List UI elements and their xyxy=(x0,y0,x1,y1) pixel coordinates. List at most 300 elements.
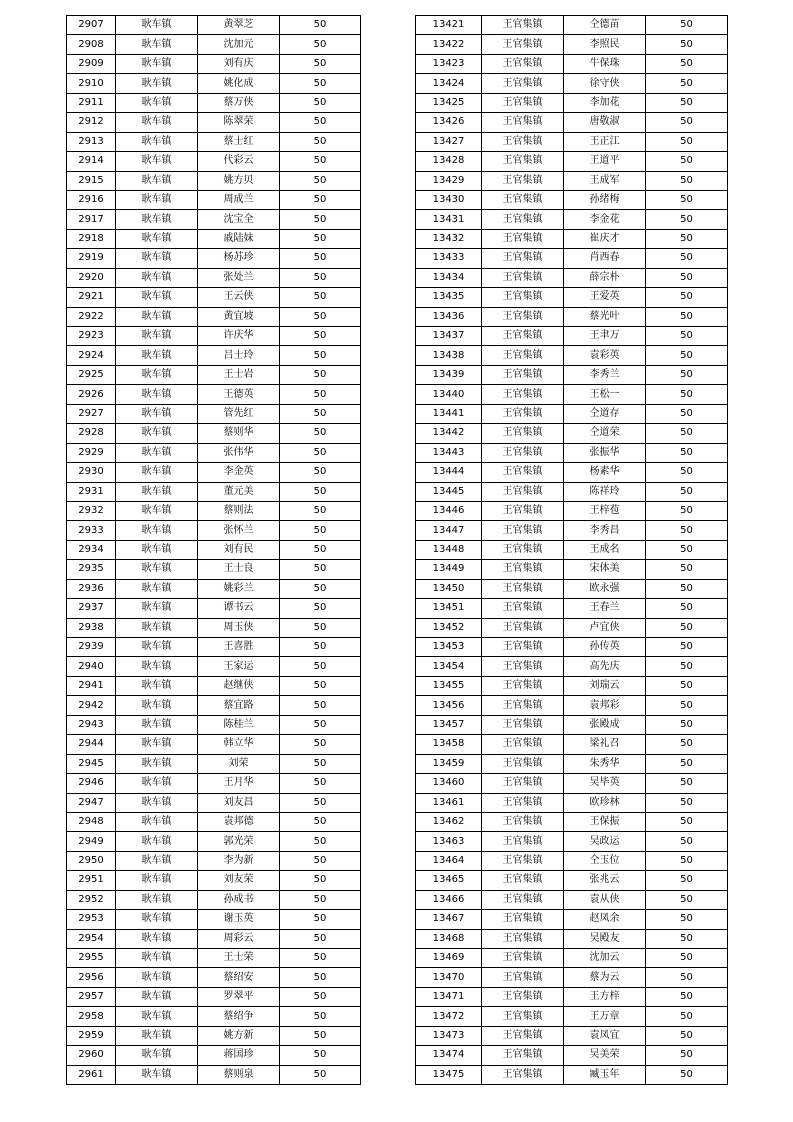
amount-cell: 50 xyxy=(280,793,361,812)
table-row xyxy=(416,968,728,987)
table-row xyxy=(67,793,361,812)
table-row xyxy=(416,1046,728,1065)
table-row xyxy=(416,949,728,968)
name-cell: 周玉侠 xyxy=(198,618,280,637)
amount-cell: 50 xyxy=(646,540,728,559)
town-cell: 耿车镇 xyxy=(116,288,198,307)
town-cell: 王官集镇 xyxy=(482,890,564,909)
name-cell: 吴美荣 xyxy=(564,1046,646,1065)
row-number-cell: 2940 xyxy=(67,657,116,676)
table-row xyxy=(67,540,361,559)
table-row xyxy=(67,676,361,695)
row-number-cell: 2925 xyxy=(67,365,116,384)
town-cell: 耿车镇 xyxy=(116,774,198,793)
row-number-cell: 13446 xyxy=(416,501,482,520)
row-number-cell: 13442 xyxy=(416,424,482,443)
table-row xyxy=(416,676,728,695)
town-cell: 耿车镇 xyxy=(116,307,198,326)
table-row xyxy=(416,365,728,384)
left-table xyxy=(66,15,361,1085)
table-row xyxy=(416,327,728,346)
table-row xyxy=(67,735,361,754)
row-number-cell: 13432 xyxy=(416,229,482,248)
table-row xyxy=(67,346,361,365)
amount-cell: 50 xyxy=(646,1026,728,1045)
name-cell: 黄翠芝 xyxy=(198,16,280,35)
name-cell: 王万章 xyxy=(564,1007,646,1026)
name-cell: 黄宜坡 xyxy=(198,307,280,326)
amount-cell: 50 xyxy=(280,307,361,326)
town-cell: 王官集镇 xyxy=(482,113,564,132)
name-cell: 赵继侠 xyxy=(198,676,280,695)
table-row xyxy=(67,968,361,987)
table-row xyxy=(67,501,361,520)
row-number-cell: 13470 xyxy=(416,968,482,987)
table-row xyxy=(67,599,361,618)
row-number-cell: 2931 xyxy=(67,482,116,501)
row-number-cell: 2908 xyxy=(67,35,116,54)
town-cell: 耿车镇 xyxy=(116,463,198,482)
row-number-cell: 13456 xyxy=(416,696,482,715)
name-cell: 肖西春 xyxy=(564,249,646,268)
amount-cell: 50 xyxy=(646,715,728,734)
name-cell: 韩立华 xyxy=(198,735,280,754)
table-row xyxy=(416,1065,728,1084)
amount-cell: 50 xyxy=(646,365,728,384)
town-cell: 耿车镇 xyxy=(116,754,198,773)
amount-cell: 50 xyxy=(646,910,728,929)
row-number-cell: 13475 xyxy=(416,1065,482,1084)
row-number-cell: 2930 xyxy=(67,463,116,482)
name-cell: 陈祥玲 xyxy=(564,482,646,501)
town-cell: 耿车镇 xyxy=(116,190,198,209)
name-cell: 陈桂兰 xyxy=(198,715,280,734)
amount-cell: 50 xyxy=(280,560,361,579)
row-number-cell: 13434 xyxy=(416,268,482,287)
town-cell: 耿车镇 xyxy=(116,132,198,151)
amount-cell: 50 xyxy=(646,696,728,715)
town-cell: 王官集镇 xyxy=(482,16,564,35)
amount-cell: 50 xyxy=(646,812,728,831)
table-row xyxy=(416,307,728,326)
table-row xyxy=(416,501,728,520)
row-number-cell: 2927 xyxy=(67,404,116,423)
name-cell: 王月华 xyxy=(198,774,280,793)
name-cell: 董元美 xyxy=(198,482,280,501)
town-cell: 耿车镇 xyxy=(116,540,198,559)
row-number-cell: 2950 xyxy=(67,851,116,870)
row-number-cell: 2911 xyxy=(67,93,116,112)
amount-cell: 50 xyxy=(646,676,728,695)
row-number-cell: 2934 xyxy=(67,540,116,559)
table-row xyxy=(416,54,728,73)
row-number-cell: 13431 xyxy=(416,210,482,229)
row-number-cell: 13462 xyxy=(416,812,482,831)
row-number-cell: 13459 xyxy=(416,754,482,773)
name-cell: 袁彩英 xyxy=(564,346,646,365)
amount-cell: 50 xyxy=(646,35,728,54)
name-cell: 孙传英 xyxy=(564,638,646,657)
amount-cell: 50 xyxy=(646,1065,728,1084)
amount-cell: 50 xyxy=(280,1046,361,1065)
amount-cell: 50 xyxy=(280,579,361,598)
amount-cell: 50 xyxy=(280,229,361,248)
table-row xyxy=(416,793,728,812)
name-cell: 王爱英 xyxy=(564,288,646,307)
name-cell: 张殿成 xyxy=(564,715,646,734)
name-cell: 袁邦彩 xyxy=(564,696,646,715)
name-cell: 高先庆 xyxy=(564,657,646,676)
table-row xyxy=(67,638,361,657)
name-cell: 谭书云 xyxy=(198,599,280,618)
amount-cell: 50 xyxy=(646,890,728,909)
town-cell: 王官集镇 xyxy=(482,268,564,287)
amount-cell: 50 xyxy=(280,288,361,307)
amount-cell: 50 xyxy=(280,871,361,890)
row-number-cell: 13466 xyxy=(416,890,482,909)
amount-cell: 50 xyxy=(280,152,361,171)
row-number-cell: 13422 xyxy=(416,35,482,54)
amount-cell: 50 xyxy=(280,832,361,851)
table-row xyxy=(67,113,361,132)
name-cell: 孙绪梅 xyxy=(564,190,646,209)
row-number-cell: 2939 xyxy=(67,638,116,657)
name-cell: 王云侠 xyxy=(198,288,280,307)
name-cell: 王士岩 xyxy=(198,365,280,384)
table-row xyxy=(416,618,728,637)
name-cell: 王春兰 xyxy=(564,599,646,618)
row-number-cell: 2936 xyxy=(67,579,116,598)
row-number-cell: 2959 xyxy=(67,1026,116,1045)
row-number-cell: 2914 xyxy=(67,152,116,171)
row-number-cell: 13448 xyxy=(416,540,482,559)
amount-cell: 50 xyxy=(280,1026,361,1045)
row-number-cell: 13461 xyxy=(416,793,482,812)
town-cell: 耿车镇 xyxy=(116,696,198,715)
row-number-cell: 2956 xyxy=(67,968,116,987)
table-row xyxy=(67,929,361,948)
name-cell: 戚陆妹 xyxy=(198,229,280,248)
amount-cell: 50 xyxy=(280,618,361,637)
row-number-cell: 2948 xyxy=(67,812,116,831)
amount-cell: 50 xyxy=(280,482,361,501)
table-row xyxy=(416,132,728,151)
amount-cell: 50 xyxy=(280,1065,361,1084)
town-cell: 耿车镇 xyxy=(116,968,198,987)
row-number-cell: 13445 xyxy=(416,482,482,501)
town-cell: 王官集镇 xyxy=(482,560,564,579)
row-number-cell: 2947 xyxy=(67,793,116,812)
town-cell: 王官集镇 xyxy=(482,152,564,171)
amount-cell: 50 xyxy=(646,404,728,423)
table-row xyxy=(67,910,361,929)
name-cell: 蒋国珍 xyxy=(198,1046,280,1065)
name-cell: 仝道存 xyxy=(564,404,646,423)
table-row xyxy=(67,210,361,229)
name-cell: 刘友荣 xyxy=(198,871,280,890)
town-cell: 耿车镇 xyxy=(116,1065,198,1084)
amount-cell: 50 xyxy=(646,987,728,1006)
row-number-cell: 13433 xyxy=(416,249,482,268)
town-cell: 耿车镇 xyxy=(116,501,198,520)
town-cell: 王官集镇 xyxy=(482,812,564,831)
amount-cell: 50 xyxy=(280,1007,361,1026)
town-cell: 王官集镇 xyxy=(482,579,564,598)
town-cell: 王官集镇 xyxy=(482,1007,564,1026)
name-cell: 蔡则华 xyxy=(198,424,280,443)
town-cell: 王官集镇 xyxy=(482,365,564,384)
amount-cell: 50 xyxy=(280,35,361,54)
row-number-cell: 2919 xyxy=(67,249,116,268)
table-row xyxy=(67,385,361,404)
left-table-body xyxy=(67,16,361,1085)
town-cell: 耿车镇 xyxy=(116,793,198,812)
amount-cell: 50 xyxy=(280,735,361,754)
amount-cell: 50 xyxy=(280,268,361,287)
amount-cell: 50 xyxy=(646,93,728,112)
row-number-cell: 13428 xyxy=(416,152,482,171)
town-cell: 耿车镇 xyxy=(116,871,198,890)
amount-cell: 50 xyxy=(280,190,361,209)
name-cell: 李为新 xyxy=(198,851,280,870)
town-cell: 王官集镇 xyxy=(482,249,564,268)
name-cell: 朱秀华 xyxy=(564,754,646,773)
amount-cell: 50 xyxy=(646,190,728,209)
town-cell: 耿车镇 xyxy=(116,210,198,229)
table-row xyxy=(67,987,361,1006)
table-row xyxy=(67,307,361,326)
town-cell: 王官集镇 xyxy=(482,1065,564,1084)
name-cell: 张怀兰 xyxy=(198,521,280,540)
town-cell: 耿车镇 xyxy=(116,346,198,365)
amount-cell: 50 xyxy=(280,132,361,151)
amount-cell: 50 xyxy=(646,1007,728,1026)
amount-cell: 50 xyxy=(646,152,728,171)
row-number-cell: 13439 xyxy=(416,365,482,384)
name-cell: 牛保珠 xyxy=(564,54,646,73)
name-cell: 李秀昌 xyxy=(564,521,646,540)
row-number-cell: 2910 xyxy=(67,74,116,93)
amount-cell: 50 xyxy=(646,754,728,773)
name-cell: 王家运 xyxy=(198,657,280,676)
amount-cell: 50 xyxy=(646,249,728,268)
amount-cell: 50 xyxy=(646,851,728,870)
row-number-cell: 2961 xyxy=(67,1065,116,1084)
amount-cell: 50 xyxy=(646,385,728,404)
amount-cell: 50 xyxy=(280,171,361,190)
row-number-cell: 2920 xyxy=(67,268,116,287)
amount-cell: 50 xyxy=(280,949,361,968)
amount-cell: 50 xyxy=(646,210,728,229)
name-cell: 蔡万侠 xyxy=(198,93,280,112)
table-row xyxy=(67,618,361,637)
amount-cell: 50 xyxy=(280,93,361,112)
amount-cell: 50 xyxy=(646,657,728,676)
town-cell: 耿车镇 xyxy=(116,676,198,695)
row-number-cell: 13435 xyxy=(416,288,482,307)
name-cell: 管先红 xyxy=(198,404,280,423)
amount-cell: 50 xyxy=(646,560,728,579)
row-number-cell: 2954 xyxy=(67,929,116,948)
table-row xyxy=(416,987,728,1006)
table-row xyxy=(67,1046,361,1065)
table-row xyxy=(67,288,361,307)
amount-cell: 50 xyxy=(646,171,728,190)
amount-cell: 50 xyxy=(646,463,728,482)
town-cell: 耿车镇 xyxy=(116,113,198,132)
town-cell: 耿车镇 xyxy=(116,910,198,929)
amount-cell: 50 xyxy=(280,16,361,35)
row-number-cell: 13468 xyxy=(416,929,482,948)
table-row xyxy=(416,229,728,248)
row-number-cell: 13457 xyxy=(416,715,482,734)
amount-cell: 50 xyxy=(646,307,728,326)
table-row xyxy=(416,579,728,598)
town-cell: 王官集镇 xyxy=(482,424,564,443)
name-cell: 欧珍林 xyxy=(564,793,646,812)
table-row xyxy=(67,754,361,773)
amount-cell: 50 xyxy=(280,968,361,987)
town-cell: 王官集镇 xyxy=(482,385,564,404)
row-number-cell: 13451 xyxy=(416,599,482,618)
row-number-cell: 2941 xyxy=(67,676,116,695)
town-cell: 耿车镇 xyxy=(116,851,198,870)
table-row xyxy=(416,910,728,929)
name-cell: 蔡为云 xyxy=(564,968,646,987)
row-number-cell: 13421 xyxy=(416,16,482,35)
town-cell: 王官集镇 xyxy=(482,521,564,540)
row-number-cell: 13449 xyxy=(416,560,482,579)
row-number-cell: 2912 xyxy=(67,113,116,132)
row-number-cell: 13429 xyxy=(416,171,482,190)
town-cell: 王官集镇 xyxy=(482,190,564,209)
row-number-cell: 2921 xyxy=(67,288,116,307)
name-cell: 袁从侠 xyxy=(564,890,646,909)
amount-cell: 50 xyxy=(646,929,728,948)
name-cell: 姚方新 xyxy=(198,1026,280,1045)
town-cell: 王官集镇 xyxy=(482,540,564,559)
amount-cell: 50 xyxy=(280,74,361,93)
amount-cell: 50 xyxy=(646,229,728,248)
table-row xyxy=(416,249,728,268)
table-row xyxy=(416,657,728,676)
name-cell: 王成名 xyxy=(564,540,646,559)
table-row xyxy=(67,851,361,870)
town-cell: 王官集镇 xyxy=(482,346,564,365)
amount-cell: 50 xyxy=(646,268,728,287)
table-row xyxy=(67,190,361,209)
row-number-cell: 2922 xyxy=(67,307,116,326)
amount-cell: 50 xyxy=(280,443,361,462)
amount-cell: 50 xyxy=(646,793,728,812)
town-cell: 耿车镇 xyxy=(116,74,198,93)
name-cell: 刘友昌 xyxy=(198,793,280,812)
name-cell: 蔡宜路 xyxy=(198,696,280,715)
name-cell: 唐敬淑 xyxy=(564,113,646,132)
amount-cell: 50 xyxy=(280,424,361,443)
amount-cell: 50 xyxy=(280,54,361,73)
town-cell: 王官集镇 xyxy=(482,774,564,793)
name-cell: 陈翠荣 xyxy=(198,113,280,132)
row-number-cell: 2945 xyxy=(67,754,116,773)
amount-cell: 50 xyxy=(280,638,361,657)
name-cell: 宋体美 xyxy=(564,560,646,579)
town-cell: 耿车镇 xyxy=(116,521,198,540)
name-cell: 欧永强 xyxy=(564,579,646,598)
name-cell: 王喜胜 xyxy=(198,638,280,657)
town-cell: 王官集镇 xyxy=(482,754,564,773)
name-cell: 吴政运 xyxy=(564,832,646,851)
table-row xyxy=(67,696,361,715)
town-cell: 王官集镇 xyxy=(482,1026,564,1045)
name-cell: 代彩云 xyxy=(198,152,280,171)
name-cell: 王成军 xyxy=(564,171,646,190)
table-row xyxy=(67,132,361,151)
amount-cell: 50 xyxy=(280,385,361,404)
town-cell: 王官集镇 xyxy=(482,327,564,346)
name-cell: 薛宗朴 xyxy=(564,268,646,287)
name-cell: 王道平 xyxy=(564,152,646,171)
name-cell: 吴毕英 xyxy=(564,774,646,793)
town-cell: 耿车镇 xyxy=(116,599,198,618)
town-cell: 王官集镇 xyxy=(482,229,564,248)
town-cell: 王官集镇 xyxy=(482,482,564,501)
town-cell: 王官集镇 xyxy=(482,987,564,1006)
table-row xyxy=(67,16,361,35)
row-number-cell: 13440 xyxy=(416,385,482,404)
town-cell: 耿车镇 xyxy=(116,35,198,54)
name-cell: 张处兰 xyxy=(198,268,280,287)
row-number-cell: 13474 xyxy=(416,1046,482,1065)
table-row xyxy=(416,74,728,93)
row-number-cell: 2907 xyxy=(67,16,116,35)
table-row xyxy=(67,774,361,793)
town-cell: 王官集镇 xyxy=(482,443,564,462)
row-number-cell: 13450 xyxy=(416,579,482,598)
name-cell: 蔡则泉 xyxy=(198,1065,280,1084)
row-number-cell: 2944 xyxy=(67,735,116,754)
table-row xyxy=(416,268,728,287)
amount-cell: 50 xyxy=(280,910,361,929)
table-row xyxy=(416,735,728,754)
table-row xyxy=(416,599,728,618)
name-cell: 罗翠平 xyxy=(198,987,280,1006)
table-row xyxy=(416,851,728,870)
name-cell: 袁邦德 xyxy=(198,812,280,831)
table-row xyxy=(67,1065,361,1084)
town-cell: 耿车镇 xyxy=(116,229,198,248)
table-row xyxy=(416,696,728,715)
amount-cell: 50 xyxy=(646,968,728,987)
amount-cell: 50 xyxy=(280,696,361,715)
table-row xyxy=(416,812,728,831)
table-row xyxy=(67,871,361,890)
name-cell: 李金花 xyxy=(564,210,646,229)
name-cell: 李加花 xyxy=(564,93,646,112)
town-cell: 耿车镇 xyxy=(116,1007,198,1026)
row-number-cell: 2937 xyxy=(67,599,116,618)
amount-cell: 50 xyxy=(280,715,361,734)
table-row xyxy=(67,171,361,190)
town-cell: 耿车镇 xyxy=(116,482,198,501)
town-cell: 耿车镇 xyxy=(116,327,198,346)
town-cell: 耿车镇 xyxy=(116,638,198,657)
name-cell: 张兆云 xyxy=(564,871,646,890)
name-cell: 卢宜侠 xyxy=(564,618,646,637)
row-number-cell: 2946 xyxy=(67,774,116,793)
table-row xyxy=(416,929,728,948)
town-cell: 耿车镇 xyxy=(116,249,198,268)
